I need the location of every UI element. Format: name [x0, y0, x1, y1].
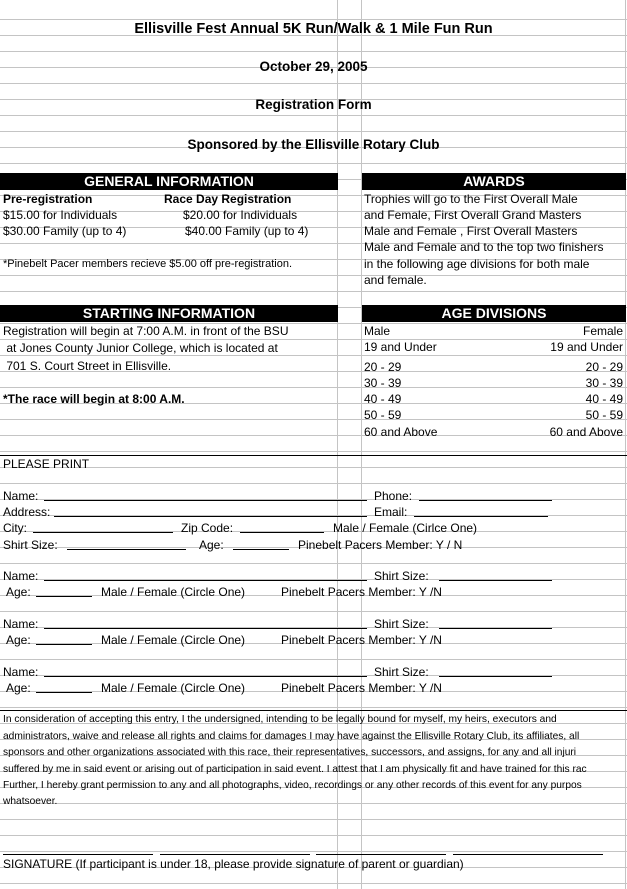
- awards-line: Male and Female , First Overall Masters: [364, 224, 578, 238]
- female-division: 20 - 29: [585, 360, 623, 374]
- section-divider: [0, 455, 627, 456]
- name-field[interactable]: [44, 580, 367, 581]
- female-division: 19 and Under: [550, 340, 623, 354]
- name-field[interactable]: [44, 628, 367, 629]
- pacer-discount-note: *Pinebelt Pacer members recieve $5.00 off pre-registration.: [3, 258, 292, 270]
- section-divider: [0, 710, 627, 711]
- male-column-label: Male: [364, 324, 391, 338]
- waiver-line: administrators, waive and release all rights and claims for damages I may have against the Ellisville Rotary Club, its affiliates, all: [3, 731, 580, 742]
- age-label: Age:: [6, 585, 31, 599]
- awards-heading: AWARDS: [362, 173, 626, 190]
- pre-individual-fee: $15.00 for Individuals: [3, 208, 118, 222]
- email-label: Email:: [374, 505, 408, 519]
- signature-line[interactable]: [316, 854, 446, 855]
- signature-line[interactable]: [453, 854, 603, 855]
- shirt-size-label: Shirt Size:: [374, 569, 429, 583]
- male-division: 19 and Under: [364, 340, 437, 354]
- awards-line: in the following age divisions for both male: [364, 257, 590, 271]
- age-label: Age:: [6, 633, 31, 647]
- email-field[interactable]: [414, 516, 548, 517]
- starting-info-line: Registration will begin at 7:00 A.M. in front of the BSU: [3, 324, 289, 338]
- gender-circle-one[interactable]: Male / Female (Circle One): [101, 585, 246, 599]
- waiver-line: suffered by me in said event or arising out of participation in said event. I attest that I am physically fit and have trained for this rac: [3, 764, 587, 775]
- zip-field[interactable]: [240, 532, 324, 533]
- name-label: Name:: [3, 569, 39, 583]
- signature-label: SIGNATURE (If participant is under 18, please provide signature of parent or guardian): [3, 857, 464, 871]
- gender-circle-one[interactable]: Male / Female (Cirlce One): [333, 521, 478, 535]
- age-label: Age:: [199, 538, 224, 552]
- female-division: 30 - 39: [585, 376, 623, 390]
- address-label: Address:: [3, 505, 51, 519]
- female-division: 40 - 49: [585, 392, 623, 406]
- event-title: Ellisville Fest Annual 5K Run/Walk & 1 Mile Fun Run: [134, 21, 493, 37]
- preregistration-label: Pre-registration: [3, 192, 93, 206]
- gender-circle-one[interactable]: Male / Female (Circle One): [101, 681, 246, 695]
- shirt-size-field[interactable]: [67, 549, 186, 550]
- pacers-member-yn[interactable]: Pinebelt Pacers Member: Y /N: [281, 633, 442, 647]
- please-print-label: PLEASE PRINT: [3, 457, 90, 471]
- age-divisions-heading: AGE DIVISIONS: [362, 305, 626, 322]
- waiver-block: [0, 712, 627, 812]
- male-division: 20 - 29: [364, 360, 402, 374]
- city-field[interactable]: [33, 532, 173, 533]
- pacers-member-yn[interactable]: Pinebelt Pacers Member: Y /N: [281, 681, 442, 695]
- name-field[interactable]: [44, 676, 367, 677]
- gender-circle-one[interactable]: Male / Female (Circle One): [101, 633, 246, 647]
- age-field[interactable]: [36, 644, 92, 645]
- zip-label: Zip Code:: [181, 521, 234, 535]
- race-family-fee: $40.00 Family (up to 4): [185, 224, 309, 238]
- address-field[interactable]: [54, 516, 367, 517]
- waiver-line: In consideration of accepting this entry, I the undersigned, intending to be legally bound for myself, my heirs, executors and: [3, 714, 557, 725]
- female-division: 50 - 59: [585, 408, 623, 422]
- name-label: Name:: [3, 617, 39, 631]
- shirt-size-label: Shirt Size:: [374, 617, 429, 631]
- female-column-label: Female: [582, 324, 623, 338]
- form-title: Registration Form: [255, 97, 372, 112]
- race-day-label: Race Day Registration: [164, 192, 292, 206]
- male-division: 50 - 59: [364, 408, 402, 422]
- awards-line: Trophies will go to the First Overall Male: [364, 192, 578, 206]
- starting-info-line: at Jones County Junior College, which is located at: [3, 341, 278, 355]
- general-info-heading: GENERAL INFORMATION: [0, 173, 338, 190]
- signature-line[interactable]: [3, 854, 153, 855]
- starting-info-heading: STARTING INFORMATION: [0, 305, 338, 322]
- age-field[interactable]: [36, 692, 92, 693]
- name-field[interactable]: [44, 500, 367, 501]
- shirt-size-label: Shirt Size:: [374, 665, 429, 679]
- age-field[interactable]: [233, 549, 289, 550]
- waiver-line: sponsors and other organizations associated with this race, their representatives, successors, and assigns, for any and all injuri: [3, 747, 577, 758]
- name-label: Name:: [3, 665, 39, 679]
- sponsor-line: Sponsored by the Ellisville Rotary Club: [187, 137, 440, 152]
- shirt-size-label: Shirt Size:: [3, 538, 58, 552]
- phone-label: Phone:: [374, 489, 413, 503]
- pacers-member-yn[interactable]: Pinebelt Pacers Member: Y /N: [281, 585, 442, 599]
- city-label: City:: [3, 521, 27, 535]
- awards-line: and Female, First Overall Grand Masters: [364, 208, 582, 222]
- male-division: 40 - 49: [364, 392, 402, 406]
- waiver-line: whatsoever.: [3, 796, 58, 807]
- race-individual-fee: $20.00 for Individuals: [183, 208, 298, 222]
- signature-line[interactable]: [160, 854, 310, 855]
- awards-line: Male and Female and to the top two finishers: [364, 240, 604, 254]
- age-label: Age:: [6, 681, 31, 695]
- starting-info-line: 701 S. Court Street in Ellisville.: [3, 359, 172, 373]
- name-label: Name:: [3, 489, 39, 503]
- male-division: 60 and Above: [364, 425, 438, 439]
- pacers-member-yn[interactable]: Pinebelt Pacers Member: Y / N: [298, 538, 463, 552]
- phone-field[interactable]: [419, 500, 552, 501]
- event-date: October 29, 2005: [259, 59, 368, 74]
- shirt-size-field[interactable]: [439, 628, 552, 629]
- shirt-size-field[interactable]: [439, 580, 552, 581]
- age-field[interactable]: [36, 596, 92, 597]
- pre-family-fee: $30.00 Family (up to 4): [3, 224, 127, 238]
- race-start-time: *The race will begin at 8:00 A.M.: [3, 392, 185, 406]
- male-division: 30 - 39: [364, 376, 402, 390]
- shirt-size-field[interactable]: [439, 676, 552, 677]
- waiver-line: Further, I hereby grant permission to any and all photographs, video, recordings or any other records of this event for any purpos: [3, 780, 582, 791]
- female-division: 60 and Above: [549, 425, 623, 439]
- awards-line: and female.: [364, 273, 427, 287]
